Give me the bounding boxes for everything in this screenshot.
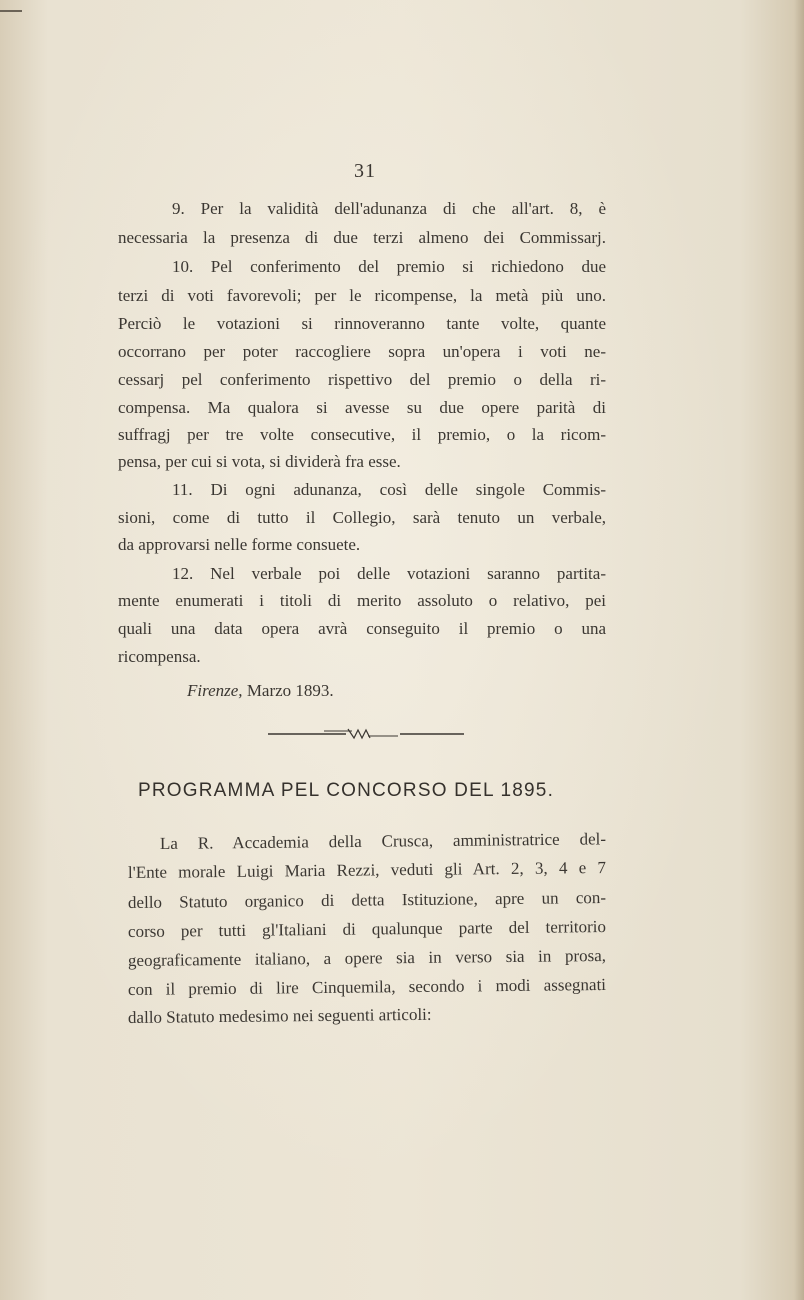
text-line: 11. Di ogni adunanza, così delle singole Commis- [172, 480, 606, 499]
text-line: Perciò le votazioni si rinnoveranno tante volte, quante [118, 314, 606, 333]
text-line: pensa, per cui si vota, si dividerà fra esse. [118, 452, 401, 471]
program-line: geograficamente italiano, a opere sia in verso sia in prosa, [127, 945, 607, 970]
text-line: sioni, come di tutto il Collegio, sarà tenuto un verbale, [118, 508, 606, 527]
text-line: compensa. Ma qualora si avesse su due opere parità di [118, 398, 606, 417]
top-rule [0, 10, 22, 12]
program-line: dello Statuto organico di detta Istituzione, apre un con- [127, 887, 607, 912]
ornament-divider [268, 726, 464, 742]
text-line: ricompensa. [118, 647, 201, 666]
program-line: corso per tutti gl'Italiani di qualunque parte del territorio [127, 916, 607, 941]
program-line: dallo Statuto medesimo nei seguenti articoli: [127, 1004, 432, 1027]
text-line: cessarj pel conferimento rispettivo del premio o della ri- [118, 370, 606, 389]
program-line: con il premio di lire Cinquemila, secondo i modi assegnati [127, 974, 607, 999]
text-line: quali una data opera avrà conseguito il premio o una [118, 619, 606, 638]
text-line: 9. Per la validità dell'adunanza di che all'art. 8, è [172, 199, 606, 218]
program-heading: PROGRAMMA PEL CONCORSO DEL 1895. [138, 780, 555, 801]
text-line: suffragj per tre volte consecutive, il premio, o la ricom- [118, 425, 606, 444]
text-line: da approvarsi nelle forme consuete. [118, 535, 361, 554]
signature-date: Marzo 1893. [246, 681, 334, 700]
program-line: l'Ente morale Luigi Maria Rezzi, veduti gli Art. 2, 3, 4 e 7 [127, 857, 607, 882]
text-line: mente enumerati i titoli di merito assoluto o relativo, pei [118, 591, 606, 610]
text-line: 10. Pel conferimento del premio si richiedono due [172, 257, 606, 276]
text-line: necessaria la presenza di due terzi almeno dei Commissarj. [118, 228, 606, 247]
text-line: terzi di voti favorevoli; per le ricompense, la metà più uno. [118, 286, 606, 305]
text-line: occorrano per poter raccogliere sopra un'opera i voti ne- [118, 342, 606, 361]
page-number: 31 [354, 160, 376, 182]
program-line: La R. Accademia della Crusca, amministratrice del- [159, 829, 607, 853]
text-line: 12. Nel verbale poi delle votazioni saranno partita- [172, 564, 606, 583]
signature-line [187, 681, 334, 701]
signature-place: Firenze, [187, 681, 243, 700]
page-edge-shadow [794, 0, 804, 1300]
